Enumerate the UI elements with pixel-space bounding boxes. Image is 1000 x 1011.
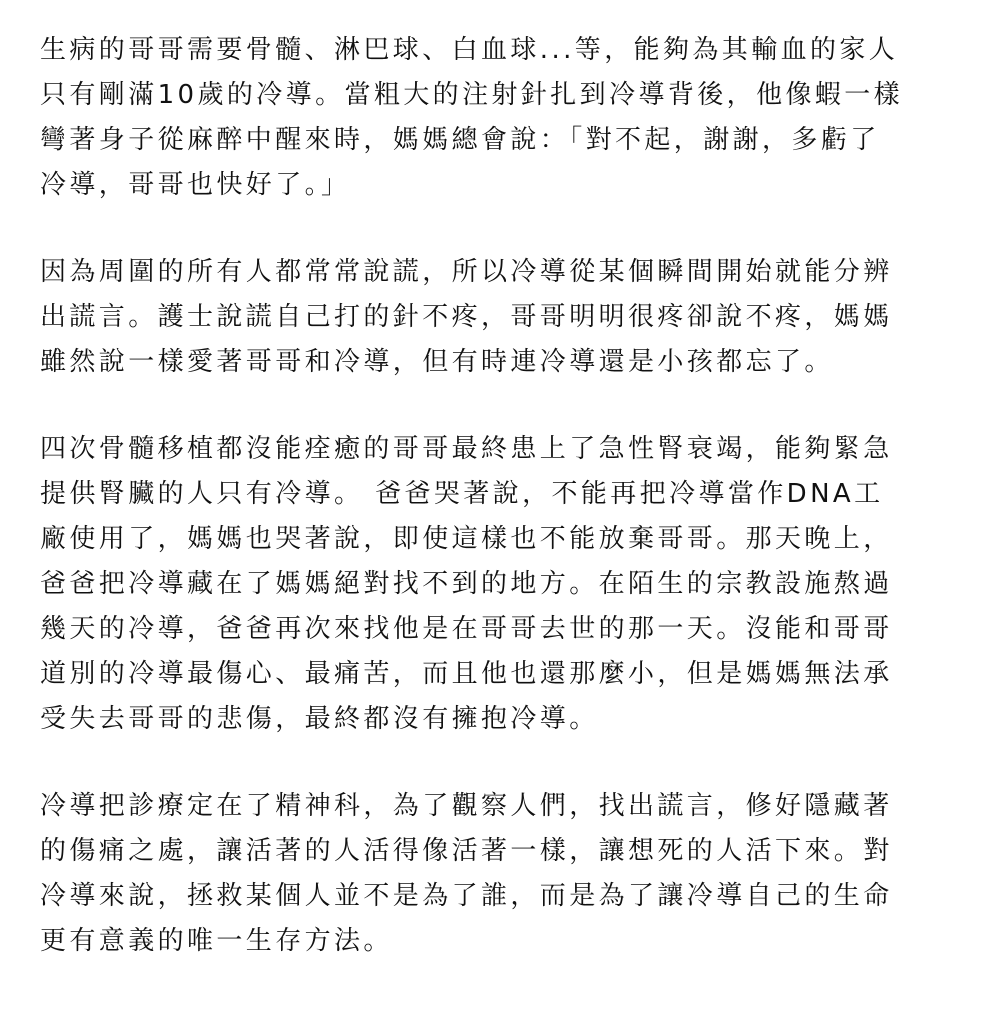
paragraph-2	[40, 250, 970, 385]
paragraph-1	[40, 28, 970, 208]
text-line: 道別的冷導最傷心、最痛苦，而且他也還那麼小，但是媽媽無法承	[40, 659, 893, 689]
paragraph-3	[40, 427, 970, 742]
text-line: 受失去哥哥的悲傷，最終都沒有擁抱冷導。	[40, 704, 599, 734]
text-line: 冷導把診療定在了精神科，為了觀察人們，找出謊言，修好隱藏著	[40, 791, 893, 821]
text-line: 的傷痛之處，讓活著的人活得像活著一樣，讓想死的人活下來。對	[40, 836, 893, 866]
text-line: 提供腎臟的人只有冷導。 爸爸哭著說，不能再把冷導當作DNA工	[40, 479, 884, 509]
text-line: 幾天的冷導，爸爸再次來找他是在哥哥去世的那一天。沒能和哥哥	[40, 614, 893, 644]
text-line: 爸爸把冷導藏在了媽媽絕對找不到的地方。在陌生的宗教設施熬過	[40, 569, 893, 599]
text-line: 出謊言。護士說謊自己打的針不疼，哥哥明明很疼卻說不疼，媽媽	[40, 302, 893, 332]
document-body	[40, 28, 970, 1006]
text-line: 生病的哥哥需要骨髓、淋巴球、白血球...等，能夠為其輸血的家人	[40, 35, 899, 65]
text-line: 彎著身子從麻醉中醒來時，媽媽總會說：「對不起，謝謝，多虧了	[40, 125, 880, 155]
paragraph-4	[40, 784, 970, 964]
text-line: 四次骨髓移植都沒能痊癒的哥哥最終患上了急性腎衰竭，能夠緊急	[40, 434, 893, 464]
text-line: 廠使用了，媽媽也哭著說，即使這樣也不能放棄哥哥。那天晚上，	[40, 524, 893, 554]
text-line: 因為周圍的所有人都常常說謊，所以冷導從某個瞬間開始就能分辨	[40, 257, 893, 287]
text-line: 冷導，哥哥也快好了。」	[40, 170, 351, 200]
text-line: 雖然說一樣愛著哥哥和冷導，但有時連冷導還是小孩都忘了。	[40, 347, 834, 377]
text-line: 只有剛滿10歲的冷導。當粗大的注射針扎到冷導背後，他像蝦一樣	[40, 80, 904, 110]
text-line: 更有意義的唯一生存方法。	[40, 926, 393, 956]
text-line: 冷導來說，拯救某個人並不是為了誰，而是為了讓冷導自己的生命	[40, 881, 893, 911]
